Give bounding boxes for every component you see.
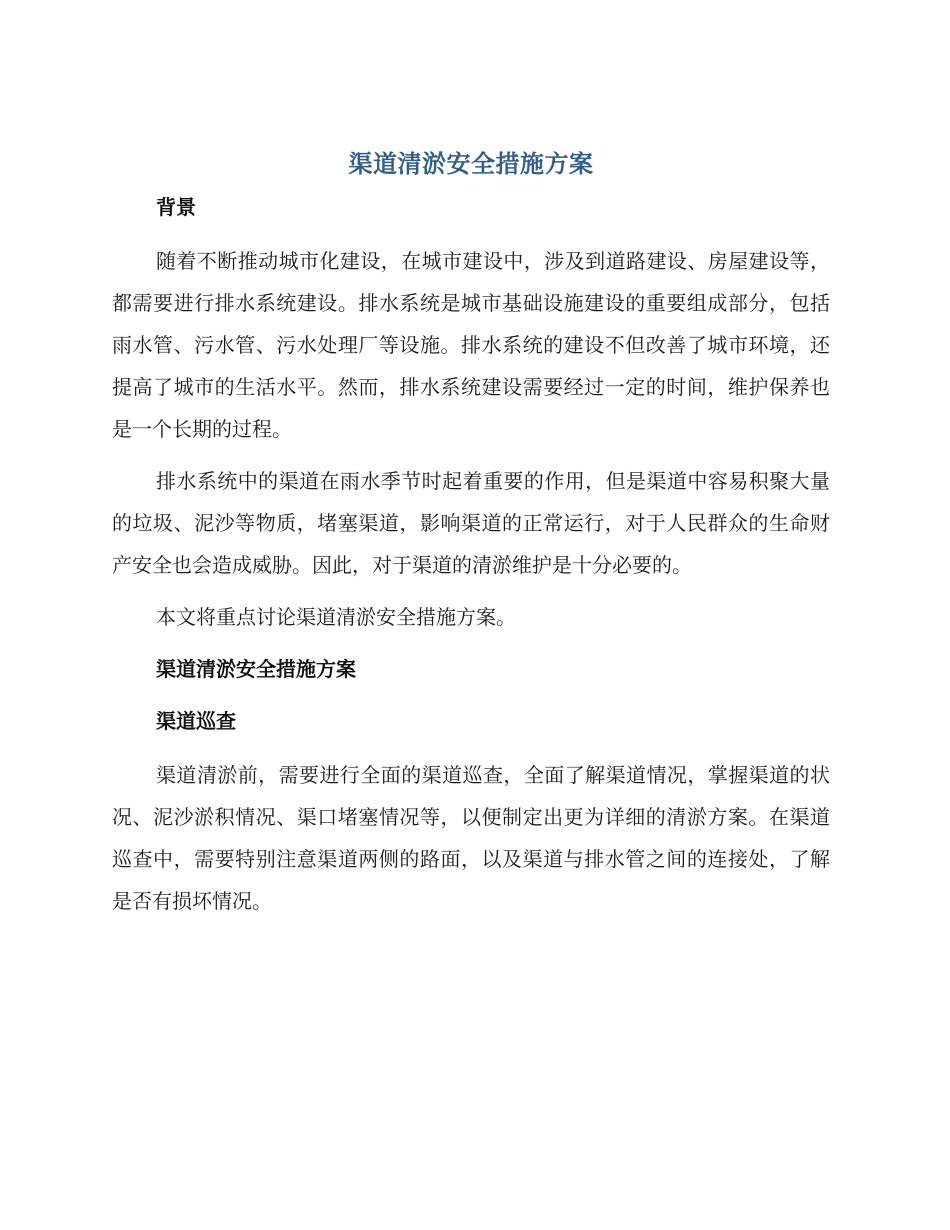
paragraph-background-2: 排水系统中的渠道在雨水季节时起着重要的作用，但是渠道中容易积聚大量的垃圾、泥沙等物质，堵塞渠道，影响渠道的正常运行，对于人民群众的生命财产安全也会造成威胁。因此，对于渠道的清淤维护是十分必要的。 [112,469,830,577]
subsection-heading-inspection: 渠道巡查 [156,709,236,733]
paragraph-background-1: 随着不断推动城市化建设，在城市建设中，涉及到道路建设、房屋建设等，都需要进行排水系统建设。排水系统是城市基础设施建设的重要组成部分，包括雨水管、污水管、污水处理厂等设施。排水系统的建设不但改善了城市环境，还提高了城市的生活水平。然而，排水系统建设需要经过一定的时间，维护保养也是一个长期的过程。 [112,249,830,441]
document-body [112,144,830,922]
document-title: 渠道清淤安全措施方案 [348,150,594,178]
section-heading-background: 背景 [156,195,196,219]
paragraph-background-3: 本文将重点讨论渠道清淤安全措施方案。 [156,605,516,629]
section-heading-plan: 渠道清淤安全措施方案 [156,657,356,681]
paragraph-inspection-1: 渠道清淤前，需要进行全面的渠道巡查，全面了解渠道情况，掌握渠道的状况、泥沙淤积情况、渠口堵塞情况等，以便制定出更为详细的清淤方案。在渠道巡查中，需要特别注意渠道两侧的路面，以及渠道与排水管之间的连接处，了解是否有损坏情况。 [112,763,830,913]
